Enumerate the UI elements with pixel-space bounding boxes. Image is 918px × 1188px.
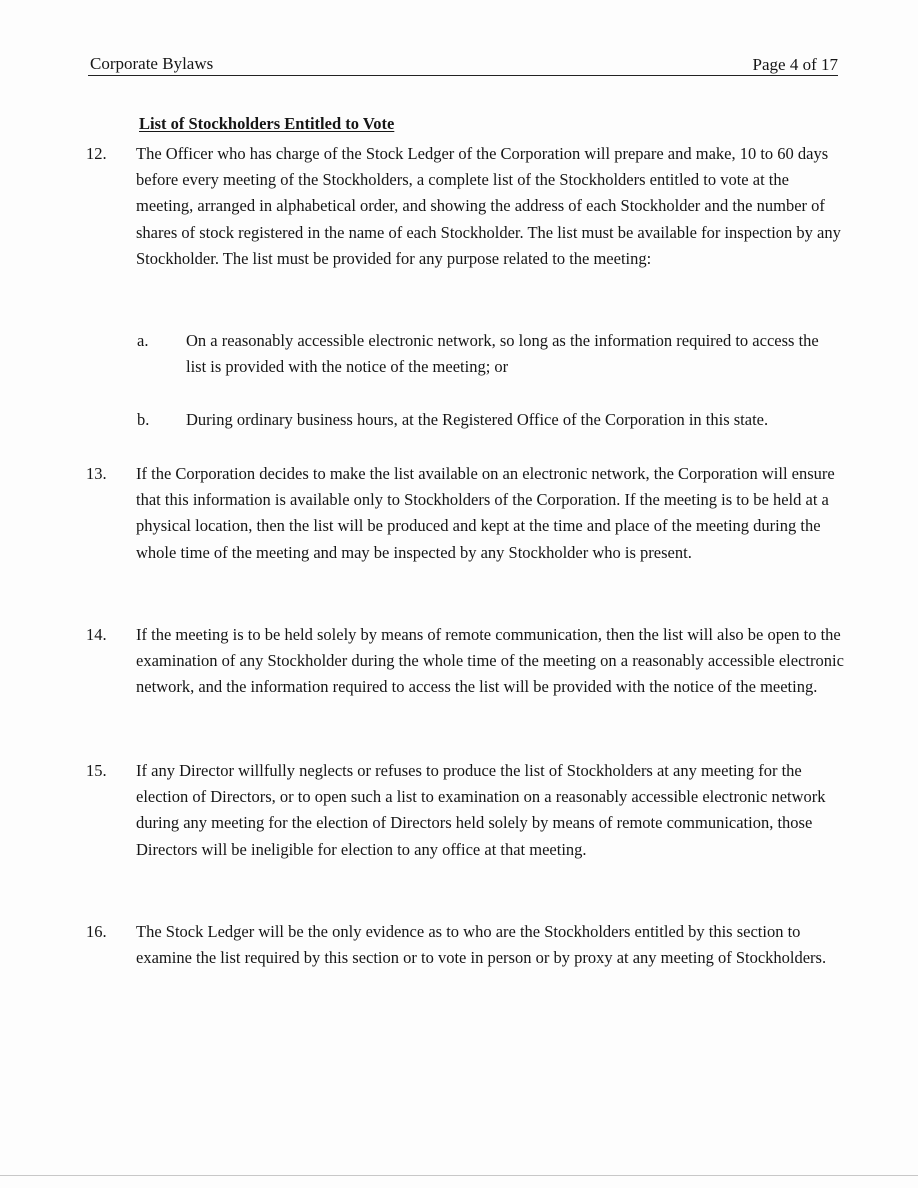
paragraph-14 bbox=[86, 622, 846, 730]
paragraph-text: If the meeting is to be held solely by means of remote communication, then the list will also be open to the examination of any Stockholder during the whole time of the meeting on a reasonably accessible electronic network, and the information required to access the list will be provided with the notice of the meeting. bbox=[136, 625, 844, 697]
page-header bbox=[88, 54, 838, 78]
subitem-text: On a reasonably accessible electronic network, so long as the information required to access the list is provided with the notice of the meeting; or bbox=[186, 331, 819, 377]
subitem-letter: a. bbox=[137, 331, 149, 350]
paragraph-number: 15. bbox=[86, 761, 107, 780]
subitem-text: During ordinary business hours, at the Registered Office of the Corporation in this state. bbox=[186, 410, 769, 429]
paragraph-16 bbox=[86, 919, 846, 1001]
scan-edge bbox=[0, 1175, 918, 1176]
paragraph-text: If any Director willfully neglects or refuses to produce the list of Stockholders at any meeting for the election of Directors, or to open such a list to examination on a reasonably accessible electronic network during any meeting for the election of Directors held solely by means of remote communication, those Directors will be ineligible for election to any office at that meeting. bbox=[136, 761, 826, 859]
section-heading: List of Stockholders Entitled to Vote bbox=[139, 114, 395, 133]
subitem-letter: b. bbox=[137, 410, 150, 429]
paragraph-number: 12. bbox=[86, 144, 107, 163]
subitem-b bbox=[137, 407, 837, 435]
paragraph-12 bbox=[86, 141, 846, 301]
paragraph-text: The Stock Ledger will be the only evidence as to who are the Stockholders entitled by this section to examine the list required by this section or to vote in person or by proxy at any meeting of Stockholders. bbox=[136, 922, 827, 968]
paragraph-number: 13. bbox=[86, 464, 107, 483]
subitem-a bbox=[137, 328, 837, 382]
paragraph-text: The Officer who has charge of the Stock Ledger of the Corporation will prepare and make, 10 to 60 days before every meeting of the Stockholders, a complete list of the Stockholders entitled to vote at the meeting, arranged in alphabetical order, and showing the address of each Stockholder and the number of shares of stock registered in the name of each Stockholder. The list must be available for inspection by any Stockholder. The list must be provided for any purpose related to the meeting: bbox=[136, 144, 841, 268]
paragraph-number: 16. bbox=[86, 922, 107, 941]
page-number: Page 4 of 17 bbox=[752, 55, 838, 74]
paragraph-13 bbox=[86, 461, 846, 595]
document-title: Corporate Bylaws bbox=[90, 54, 214, 73]
paragraph-15 bbox=[86, 758, 846, 892]
paragraph-number: 14. bbox=[86, 625, 107, 644]
header-rule bbox=[88, 75, 838, 76]
paragraph-text: If the Corporation decides to make the list available on an electronic network, the Corporation will ensure that this information is available only to Stockholders of the Corporation. If the meeting is to be held at a physical location, then the list will be produced and kept at the time and place of the meeting during the whole time of the meeting and may be inspected by any Stockholder who is present. bbox=[136, 464, 835, 562]
